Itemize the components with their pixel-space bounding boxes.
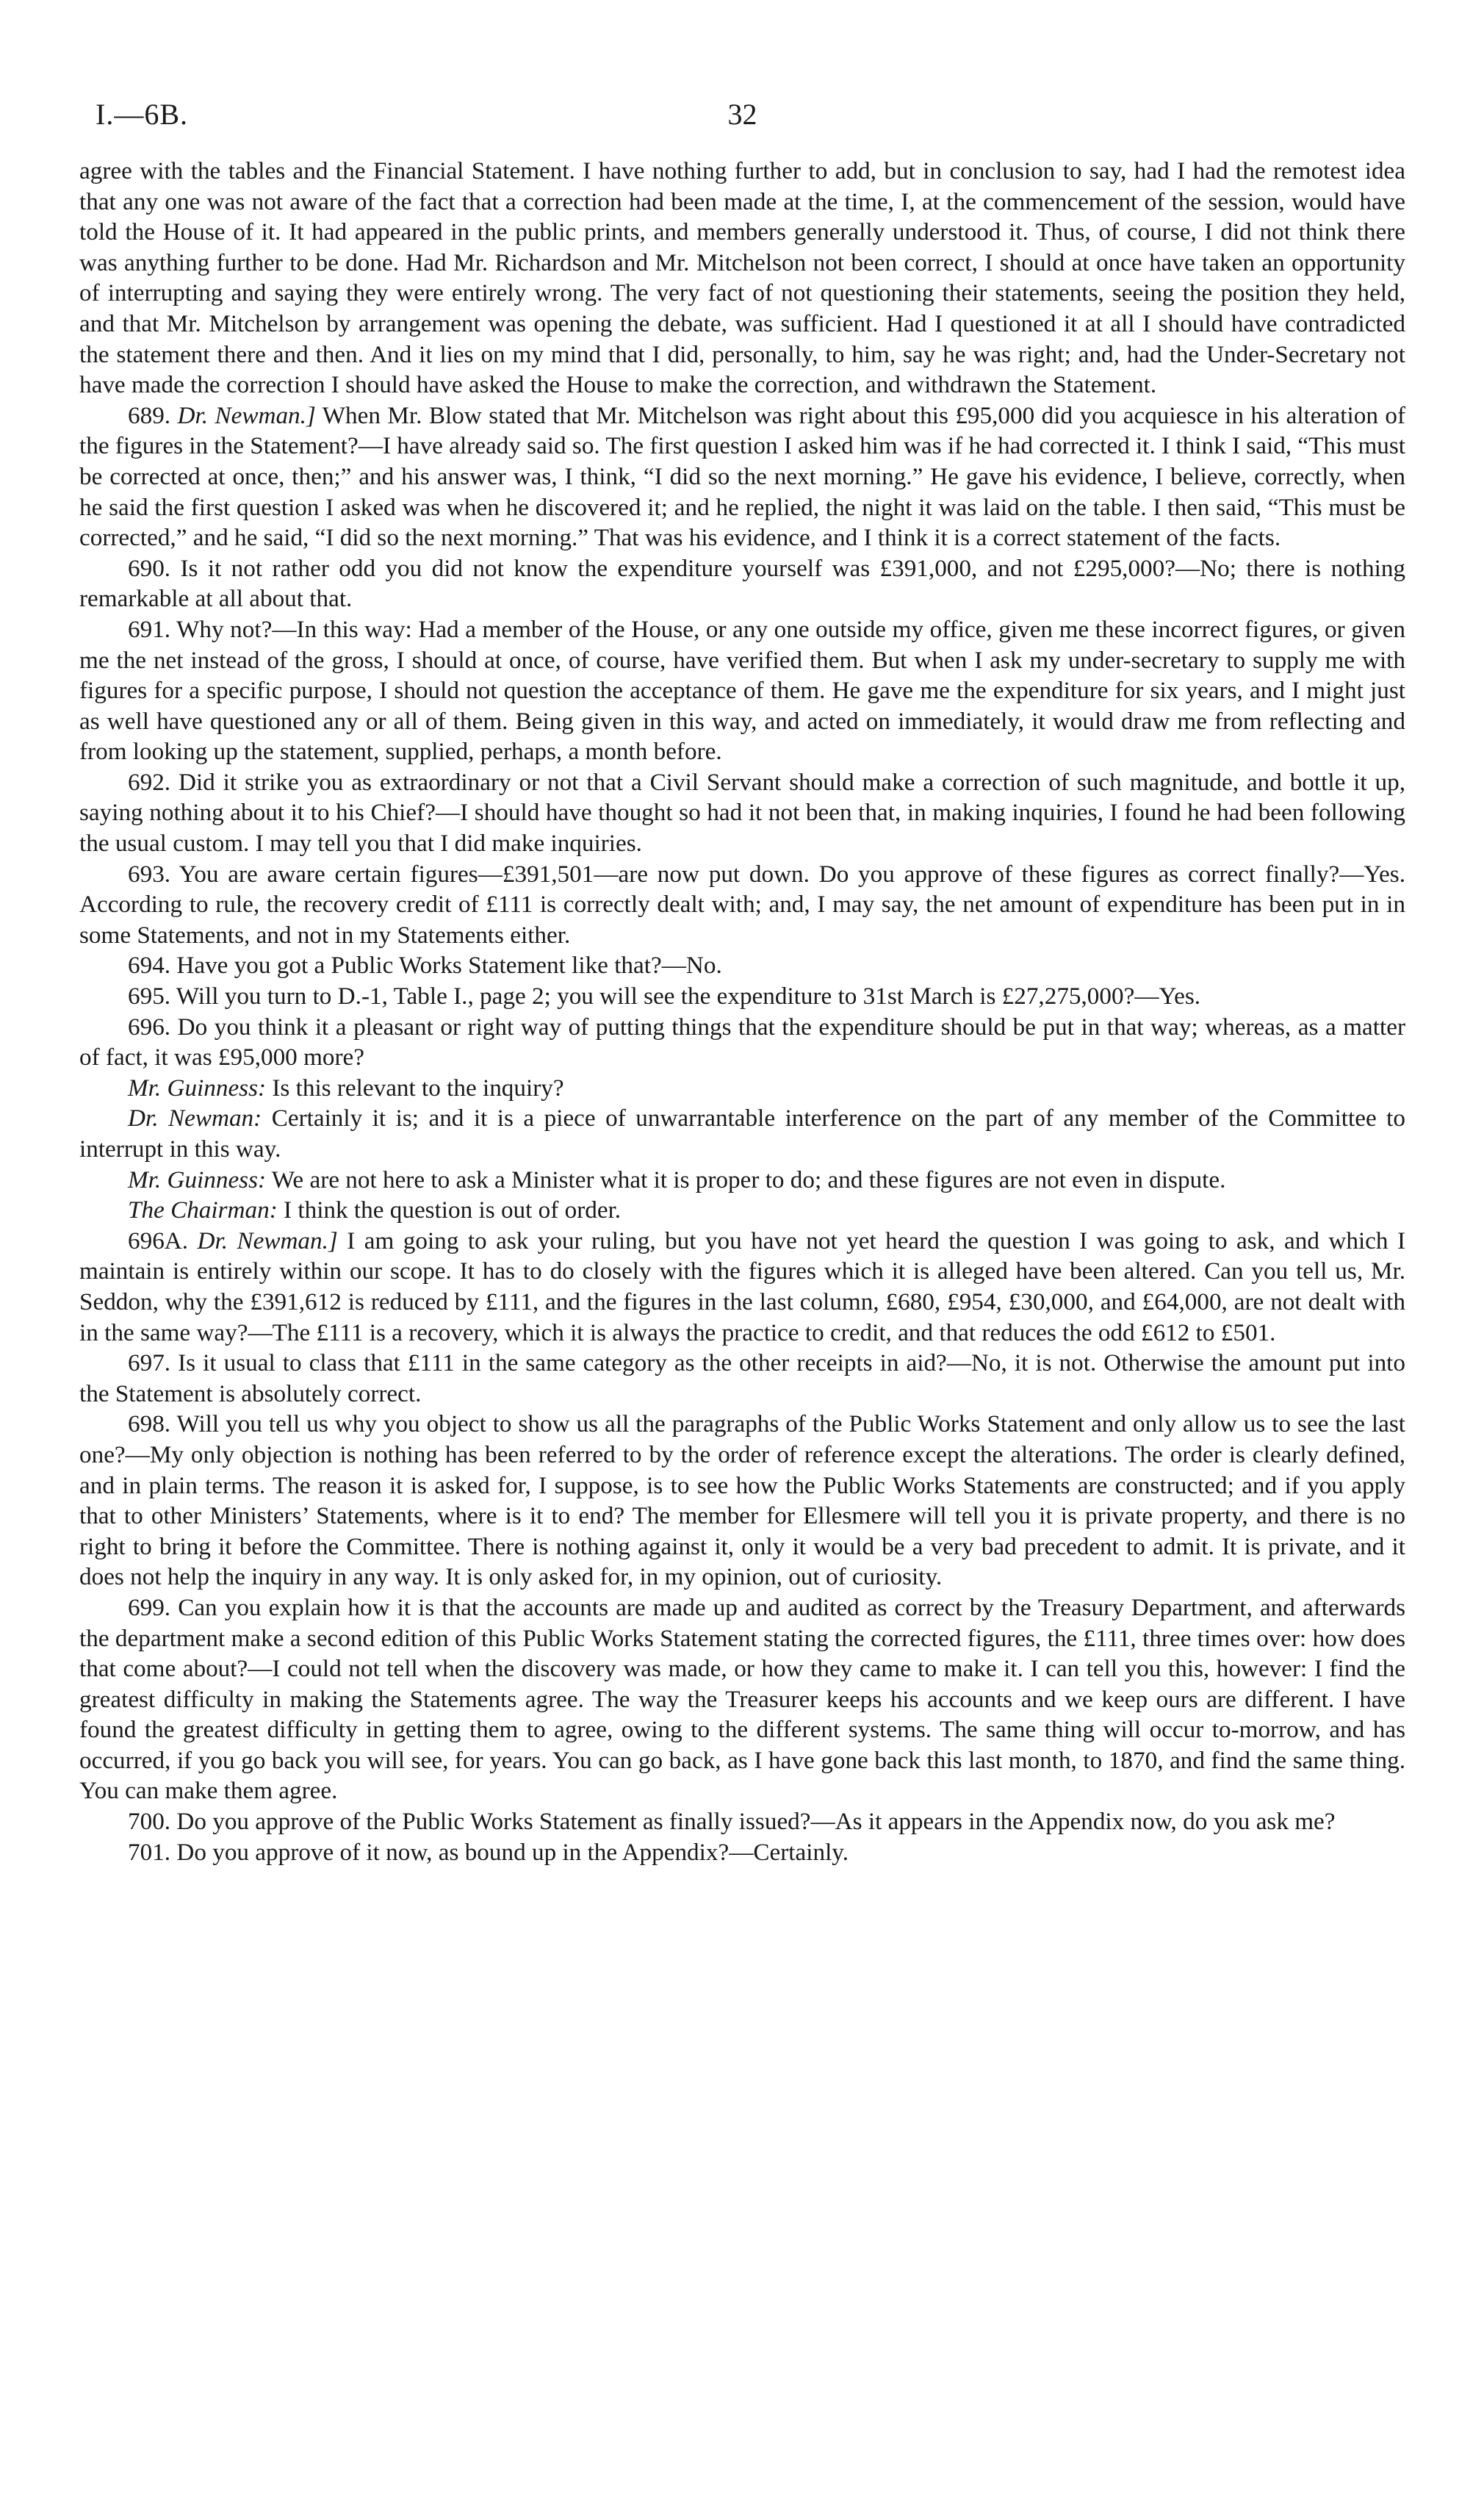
question-number: 698. — [128, 1410, 171, 1438]
paragraph-interjection: Dr. Newman: Certainly it is; and it is a piece of unwarrantable interference on the part of any member of the Committee to interrupt in this way. — [79, 1105, 1405, 1163]
question-number: 699. — [128, 1593, 171, 1621]
paragraph-continuation: agree with the tables and the Financial Statement. I have nothing further to add, but in conclusion to say, had I had the remotest idea that any one was not aware of the fact that a correction had been made at the time, I, at the commencement of the session, would have told the House of it. It had appeared in the public prints, and members generally understood it. Thus, of course, I did not think there was anything further to be done. Had Mr. Richardson and Mr. Mitchelson not been correct, I should at once have taken an opportunity of interrupting and saying they were entirely wrong. The very fact of not questioning their statements, seeing the position they held, and that Mr. Mitchelson by arrangement was opening the debate, was sufficient. Had I questioned it at all I should have contradicted the statement there and then. And it lies on my mind that I did, personally, to him, say he was right; and, had the Under-Secretary not have made the correction I should have asked the House to make the correction, and withdrawn the Statement. — [79, 157, 1405, 399]
document-page — [79, 88, 1405, 1867]
speaker-name: Mr. Guinness: — [128, 1166, 267, 1193]
page-number: 32 — [727, 98, 757, 131]
question-number: 689. — [128, 401, 171, 429]
question-number: 700. — [128, 1808, 171, 1836]
paragraph-692: 692. Did it strike you as extraordinary or not that a Civil Servant should make a correction of such magnitude, and bottle it up, saying nothing about it to his Chief?—I should have thought so had it not been that, in making inquiries, I found he had been following the usual custom. I may tell you that I did make inquiries. — [79, 768, 1406, 858]
paragraph-interjection: The Chairman: I think the question is out of order. — [128, 1196, 622, 1224]
paragraph-698: 698. Will you tell us why you object to show us all the paragraphs of the Public Works Statement and only allow us to see the last one?—My only objection is nothing has been referred to by the order of reference except the alterations. The order is clearly defined, and in plain terms. The reason it is asked for, I suppose, is to see how the Public Works Statements are constructed; and if you apply that to other Ministers’ Statements, where is it to end? The member for Ellesmere will tell you it is private property, and there is no right to bring it before the Committee. There is nothing against it, only it would be a very bad precedent to admit. It is private, and it does not help the inquiry in any way. It is only asked for, in my opinion, out of curiosity. — [79, 1410, 1405, 1591]
paragraph-695: 695. Will you turn to D.-1, Table I., page 2; you will see the expenditure to 31st March is £27,275,000?—Yes. — [128, 983, 1201, 1010]
speaker-name: Dr. Newman.] — [177, 401, 316, 429]
question-number: 692. — [128, 768, 171, 796]
question-number: 693. — [128, 860, 171, 888]
question-number: 694. — [128, 952, 171, 980]
paragraph-696a: 696A. Dr. Newman.] I am going to ask your ruling, but you have not yet heard the question I was going to ask, and which I maintain is entirely within our scope. It has to do closely with the figures which it is alleged have been altered. Can you tell us, Mr. Seddon, why the £391,612 is reduced by £111, and the figures in the last column, £680, £954, £30,000, and £64,000, are not dealt with in the same way?—The £111 is a recovery, which it is always the practice to credit, and that reduces the odd £612 to £501. — [79, 1227, 1405, 1346]
question-number: 696A. — [128, 1227, 189, 1254]
paragraph-697: 697. Is it usual to class that £111 in the same category as the other receipts in aid?—No, it is not. Otherwise the amount put into the Statement is absolutely correct. — [79, 1349, 1405, 1407]
speaker-name: Dr. Newman.] — [197, 1227, 338, 1254]
paragraph-691: 691. Why not?—In this way: Had a member of the House, or any one outside my office, given me these incorrect figures, or given me the net instead of the gross, I should at once, of course, have verified them. But when I ask my under-secretary to supply me with figures for a specific purpose, I should not question the acceptance of them. He gave me the expenditure for six years, and I might just as well have questioned any or all of them. Being given in this way, and acted on immediately, it would draw me from reflecting and from looking up the statement, supplied, perhaps, a month before. — [79, 615, 1405, 766]
question-number: 695. — [128, 983, 171, 1010]
speaker-name: Dr. Newman: — [128, 1105, 262, 1132]
paragraph-696: 696. Do you think it a pleasant or right way of putting things that the expenditure should be put in that way; whereas, as a matter of fact, it was £95,000 more? — [79, 1013, 1405, 1071]
paragraph-693: 693. You are aware certain figures—£391,501—are now put down. Do you approve of these figures as correct finally?—Yes. According to rule, the recovery credit of £111 is correctly dealt with; and, I may say, the net amount of expenditure has been put in in some Statements, and not in my Statements either. — [79, 860, 1405, 949]
paragraph-689: 689. Dr. Newman.] When Mr. Blow stated that Mr. Mitchelson was right about this £95,000 did you acquiesce in his alteration of the figures in the Statement?—I have already said so. The first question I asked him was if he had corrected it. I think I said, “This must be corrected at once, then;” and his answer was, I think, “I did so the next morning.” He gave his evidence, I believe, correctly, when he said the first question I asked was when he discovered it; and he replied, the night it was laid on the table. I then said, “This must be corrected,” and he said, “I did so the next morning.” That was his evidence, and I think it is a correct statement of the facts. — [79, 401, 1406, 552]
page-header — [79, 88, 1405, 147]
paragraph-interjection: Mr. Guinness: Is this relevant to the inquiry? — [128, 1074, 564, 1102]
paragraph-690: 690. Is it not rather odd you did not know the expenditure yourself was £391,000, and not £295,000?—No; there is nothing remarkable at all about that. — [79, 554, 1406, 613]
paragraph-694: 694. Have you got a Public Works Statement like that?—No. — [128, 952, 722, 980]
question-number: 701. — [128, 1838, 171, 1866]
speaker-name: The Chairman: — [128, 1196, 278, 1224]
page-body — [79, 156, 1405, 1867]
question-number: 691. — [128, 615, 171, 643]
paragraph-interjection: Mr. Guinness: We are not here to ask a Minister what it is proper to do; and these figures are not even in dispute. — [128, 1166, 1226, 1193]
speaker-name: Mr. Guinness: — [128, 1074, 267, 1102]
question-number: 697. — [128, 1349, 171, 1377]
paragraph-699: 699. Can you explain how it is that the accounts are made up and audited as correct by the Treasury Department, and afterwards the department make a second edition of this Public Works Statement stating the corrected figures, the £111, three times over: how does that come about?—I could not tell when the discovery was made, or how they came to make it. I can tell you this, however: I find the greatest difficulty in making the Statements agree. The way the Treasurer keeps his accounts and we keep ours are different. I have found the greatest difficulty in getting them to agree, owing to the different systems. The same thing will occur to-morrow, and has occurred, if you go back you will see, for years. You can go back, as I have gone back this last month, to 1870, and find the same thing. You can make them agree. — [79, 1593, 1406, 1805]
paragraph-701: 701. Do you approve of it now, as bound up in the Appendix?—Certainly. — [128, 1838, 849, 1866]
question-number: 696. — [128, 1013, 171, 1041]
question-number: 690. — [128, 554, 171, 582]
document-reference: I.—6B. — [96, 98, 188, 131]
paragraph-700: 700. Do you approve of the Public Works Statement as finally issued?—As it appears in the Appendix now, do you ask me? — [128, 1808, 1336, 1836]
